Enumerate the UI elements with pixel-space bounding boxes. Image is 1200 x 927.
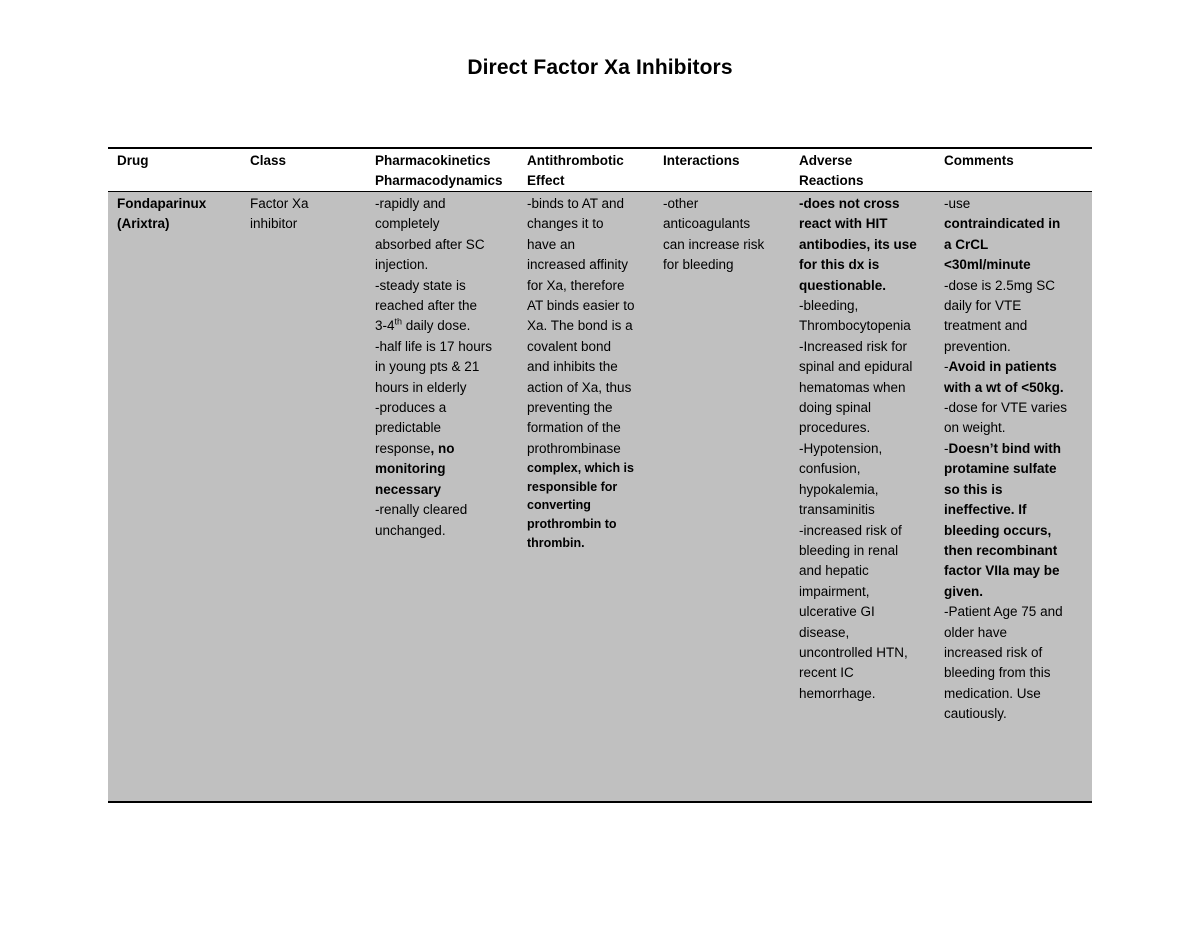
header-antithrombotic-effect: Antithrombotic Effect — [527, 153, 624, 189]
header-interactions: Interactions — [663, 153, 740, 168]
table-row — [108, 192, 1092, 801]
cell-interactions: -other anticoagulants can increase risk for bleeding — [663, 196, 765, 273]
cell-antithrombotic-effect: -binds to AT and changes it to have an increased affinity for Xa, therefore AT binds easier to Xa. The bond is a covalent bond and inhibits the action of Xa, thus preventing the formation of the prothrombinase complex, which is responsible for converting prothrombin to thrombin. — [527, 196, 635, 550]
header-class: Class — [250, 153, 287, 168]
header-drug: Drug — [117, 153, 149, 168]
cell-class: Factor Xa inhibitor — [250, 196, 309, 232]
cell-adverse-reactions: -does not cross react with HIT antibodies, its use for this dx is questionable. -bleeding, Thrombocytopenia -Increased risk for spinal and epidural hematomas when doing spinal procedures. -Hypotension, confusion, hypokalemia, transaminitis -increased risk of bleeding in renal and hepatic impairment, ulcerative GI disease, uncontrolled HTN, recent IC hemorrhage. — [799, 196, 917, 701]
table-header-row — [108, 149, 1092, 192]
cell-drug: Fondaparinux (Arixtra) — [117, 196, 207, 232]
header-pharmacokinetics: Pharmacokinetics Pharmacodynamics — [375, 153, 503, 189]
header-adverse-reactions: Adverse Reactions — [799, 153, 864, 189]
header-comments: Comments — [944, 153, 1014, 168]
cell-pharmacokinetics: -rapidly and completely absorbed after SC injection. -steady state is reached after the 3-4th daily dose. -half life is 17 hours in young pts & 21 hours in elderly -produces a predictable response, no monitoring necessary -renally cleared unchanged. — [375, 196, 493, 538]
page-title: Direct Factor Xa Inhibitors — [467, 56, 733, 79]
drug-table — [108, 147, 1092, 803]
cell-comments: -use contraindicated in a CrCL <30ml/minute -dose is 2.5mg SC daily for VTE treatment and prevention. -Avoid in patients with a wt of <50kg. -dose for VTE varies on weight. -Doesn’t bind with protamine sulfate so this is ineffective. If bleeding occurs, then recombinant factor VIIa may be given. -Patient Age 75 and older have increased risk of bleeding from this medication. Use cautiously. — [944, 196, 1068, 722]
